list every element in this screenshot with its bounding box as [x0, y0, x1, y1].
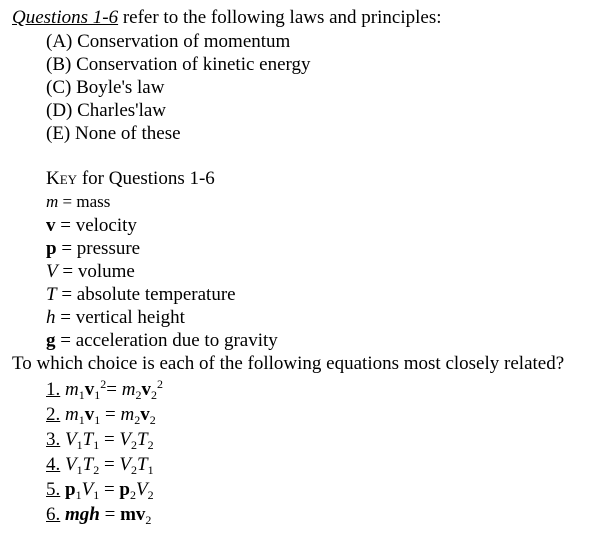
key-item-temperature	[46, 285, 236, 304]
questions-reference: Questions 1-6	[12, 7, 119, 28]
key-heading-main: Key	[46, 168, 78, 189]
key-heading-rest: for Questions 1-6	[77, 168, 215, 189]
key-description: = pressure	[56, 238, 141, 259]
choice-b: (B) Conservation of kinetic energy	[46, 54, 311, 75]
question-5: 5. $p_1V_1 = p_2V_2$	[46, 479, 154, 502]
key-heading	[46, 169, 215, 188]
key-symbol: p	[46, 238, 57, 259]
key-item-height	[46, 308, 185, 327]
question-number: 4.	[46, 454, 61, 475]
question-number: 1.	[46, 379, 61, 400]
question-3: 3. $V_1T_1 = V_2T_2$	[46, 429, 154, 452]
key-item-volume	[46, 262, 135, 281]
key-description: = mass	[58, 192, 111, 211]
key-symbol: g	[46, 330, 56, 351]
key-description: = volume	[57, 261, 135, 282]
key-symbol: h	[46, 307, 56, 328]
key-item-pressure	[46, 239, 140, 258]
key-symbol: v	[46, 215, 56, 236]
choice-a: (A) Conservation of momentum	[46, 31, 291, 52]
key-description: = acceleration due to gravity	[55, 330, 278, 351]
key-symbol: m	[46, 192, 59, 211]
key-description: = velocity	[55, 215, 137, 236]
key-item-mass	[46, 193, 110, 210]
key-description: = vertical height	[55, 307, 185, 328]
question-number: 2.	[46, 404, 61, 425]
question-1: 1. $m_1v_1^2= m_2v_2^2$	[46, 377, 163, 402]
choice-c: (C) Boyle's law	[46, 77, 165, 98]
question-prompt: To which choice is each of the following equations most closely related?	[12, 353, 565, 374]
question-number: 6.	[46, 504, 61, 525]
choice-d: (D) Charles'law	[46, 100, 167, 121]
key-description: = absolute temperature	[56, 284, 236, 305]
intro-line	[12, 8, 442, 27]
key-item-gravity	[46, 331, 278, 350]
key-symbol: T	[46, 284, 57, 305]
question-6: 6. mgh = $mv_2$	[46, 504, 152, 527]
question-number: 3.	[46, 429, 61, 450]
question-4: 4. $V_1T_2 = V_2T_1$	[46, 454, 154, 477]
key-symbol: V	[46, 261, 58, 282]
question-number: 5.	[46, 479, 61, 500]
choice-e: (E) None of these	[46, 123, 181, 144]
intro-text: refer to the following laws and principles:	[118, 7, 442, 28]
question-2: 2. $m_1v_1 = m_2v_2$	[46, 404, 156, 427]
key-item-velocity	[46, 216, 137, 235]
